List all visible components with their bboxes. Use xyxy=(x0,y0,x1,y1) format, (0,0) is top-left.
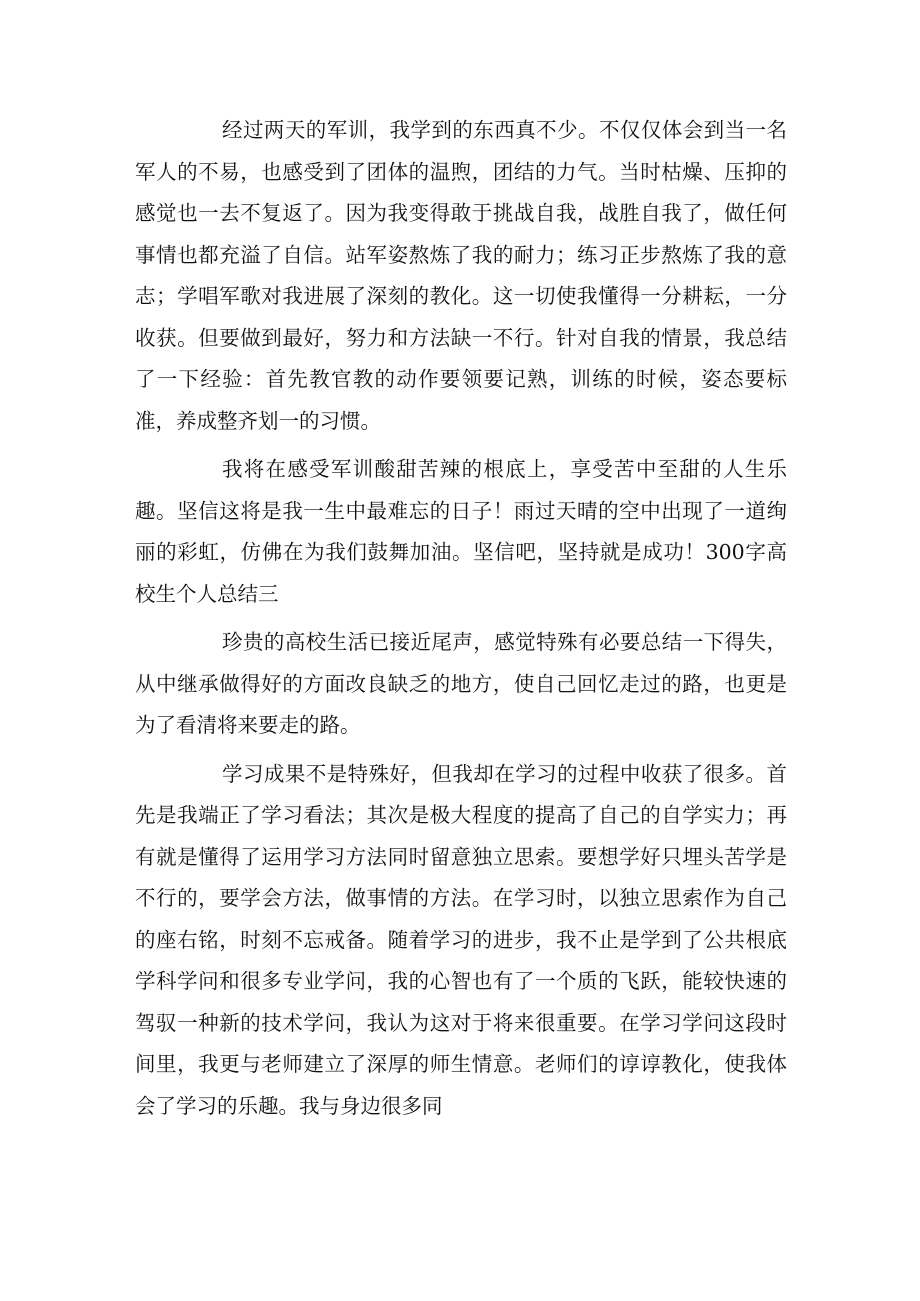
document-body xyxy=(135,110,787,1134)
paragraph-military-training-conclusion: 我将在感受军训酸甜苦辣的根底上，享受苦中至甜的人生乐趣。坚信这将是我一生中最难忘的日子！雨过天晴的空中出现了一道绚丽的彩虹，仿佛在为我们鼓舞加油。坚信吧，坚持就是成功！300字高校生个人总结三 xyxy=(135,457,787,606)
paragraph-study-summary: 学习成果不是特殊好，但我却在学习的过程中收获了很多。首先是我端正了学习看法；其次是极大程度的提高了自己的自学实力；再有就是懂得了运用学习方法同时留意独立思索。要想学好只埋头苦学是不行的，要学会方法，做事情的方法。在学习时，以独立思索作为自己的座右铭，时刻不忘戒备。随着学习的进步，我不止是学到了公共根底学科学问和很多专业学问，我的心智也有了一个质的飞跃，能较快速的驾驭一种新的技术学问，我认为这对于将来很重要。在学习学问这段时间里，我更与老师建立了深厚的师生情意。老师们的谆谆教化，使我体会了学习的乐趣。我与身边很多同 xyxy=(135,761,787,1118)
paragraph-military-training: 经过两天的军训，我学到的东西真不少。不仅仅体会到当一名军人的不易，也感受到了团体的温煦，团结的力气。当时枯燥、压抑的感觉也一去不复返了。因为我变得敢于挑战自我，战胜自我了，做任何事情也都充溢了自信。站军姿熬炼了我的耐力；练习正步熬炼了我的意志；学唱军歌对我进展了深刻的教化。这一切使我懂得一分耕耘，一分收获。但要做到最好，努力和方法缺一不行。针对自我的情景，我总结了一下经验：首先教官教的动作要领要记熟，训练的时候，姿态要标准，养成整齐划一的习惯。 xyxy=(135,118,787,433)
paragraph-college-life-intro: 珍贵的高校生活已接近尾声，感觉特殊有必要总结一下得失，从中继承做得好的方面改良缺乏的地方，使自己回忆走过的路，也更是为了看清将来要走的路。 xyxy=(135,630,787,737)
